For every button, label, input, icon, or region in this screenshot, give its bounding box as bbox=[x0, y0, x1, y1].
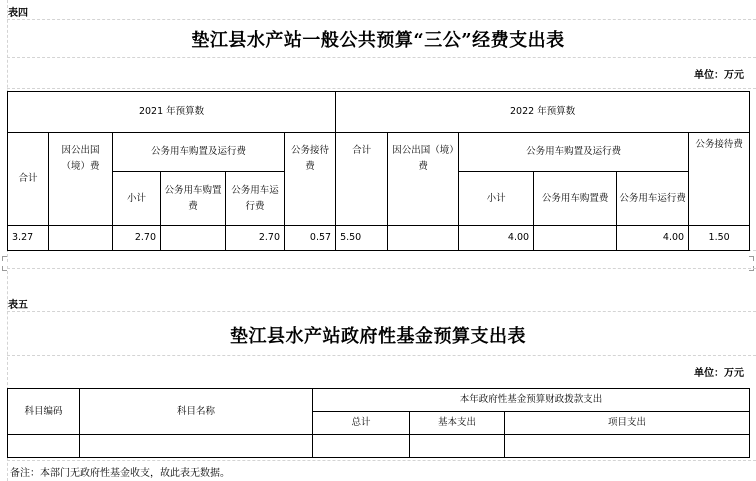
header-year-2021: 2021 年预算数 bbox=[8, 92, 336, 133]
cell-empty bbox=[80, 435, 313, 458]
page-title: 垫江县水产站一般公共预算“三公”经费支出表 bbox=[191, 30, 565, 51]
page-corner-mark bbox=[2, 256, 7, 261]
page-guide bbox=[7, 311, 756, 312]
cell-2022-subtotal: 4.00 bbox=[459, 226, 534, 251]
page-guide bbox=[7, 57, 756, 58]
table-row bbox=[8, 226, 750, 251]
cell-2021-reception: 0.57 bbox=[285, 226, 336, 251]
cell-empty bbox=[505, 435, 750, 458]
header-basic: 基本支出 bbox=[410, 412, 505, 435]
cell-2022-purchase bbox=[534, 226, 617, 251]
cell-2021-abroad bbox=[49, 226, 113, 251]
header-code: 科目编码 bbox=[8, 389, 80, 435]
table-row bbox=[8, 435, 750, 458]
sangong-table bbox=[7, 91, 750, 251]
cell-2022-reception: 1.50 bbox=[689, 226, 750, 251]
cell-2022-total: 5.50 bbox=[336, 226, 388, 251]
header-reception: 公务接待费 bbox=[689, 133, 750, 226]
unit-label: 单位：万元 bbox=[694, 70, 744, 81]
header-vehicle-run: 公务用车运行费 bbox=[226, 172, 285, 226]
cell-2021-run: 2.70 bbox=[226, 226, 285, 251]
header-vehicle: 公务用车购置及运行费 bbox=[459, 133, 689, 172]
page-title: 垫江县水产站政府性基金预算支出表 bbox=[230, 326, 526, 347]
header-subtotal: 小计 bbox=[113, 172, 161, 226]
unit-label: 单位：万元 bbox=[694, 368, 744, 379]
header-reception: 公务接待费 bbox=[285, 133, 336, 226]
cell-empty bbox=[313, 435, 410, 458]
header-abroad: 因公出国（境）费 bbox=[388, 133, 459, 226]
table-tag: 表四 bbox=[8, 8, 28, 19]
page-corner-mark bbox=[749, 256, 754, 261]
fund-table bbox=[7, 388, 750, 458]
header-abroad: 因公出国（境）费 bbox=[49, 133, 113, 226]
page-guide bbox=[7, 88, 756, 89]
table-note: 备注：本部门无政府性基金收支，故此表无数据。 bbox=[10, 468, 230, 479]
header-vehicle-run: 公务用车运行费 bbox=[617, 172, 689, 226]
header-vehicle: 公务用车购置及运行费 bbox=[113, 133, 285, 172]
cell-2021-subtotal: 2.70 bbox=[113, 226, 161, 251]
table-tag: 表五 bbox=[8, 300, 28, 311]
sheet-table5 bbox=[0, 266, 756, 481]
header-name: 科目名称 bbox=[80, 389, 313, 435]
page-guide bbox=[7, 268, 756, 269]
header-total: 合计 bbox=[336, 133, 388, 226]
header-vehicle-purchase: 公务用车购置费 bbox=[534, 172, 617, 226]
cell-empty bbox=[8, 435, 80, 458]
cell-empty bbox=[410, 435, 505, 458]
page-guide bbox=[7, 19, 756, 20]
header-subtotal: 小计 bbox=[459, 172, 534, 226]
header-project: 项目支出 bbox=[505, 412, 750, 435]
header-year-2022: 2022 年预算数 bbox=[336, 92, 750, 133]
header-total: 合计 bbox=[8, 133, 49, 226]
header-total: 总计 bbox=[313, 412, 410, 435]
header-vehicle-purchase: 公务用车购置费 bbox=[161, 172, 226, 226]
cell-2021-purchase bbox=[161, 226, 226, 251]
page-guide bbox=[7, 355, 756, 356]
header-group: 本年政府性基金预算财政拨款支出 bbox=[313, 389, 750, 412]
cell-2021-total: 3.27 bbox=[8, 226, 49, 251]
cell-2022-run: 4.00 bbox=[617, 226, 689, 251]
page-guide bbox=[7, 460, 756, 461]
cell-2022-abroad bbox=[388, 226, 459, 251]
